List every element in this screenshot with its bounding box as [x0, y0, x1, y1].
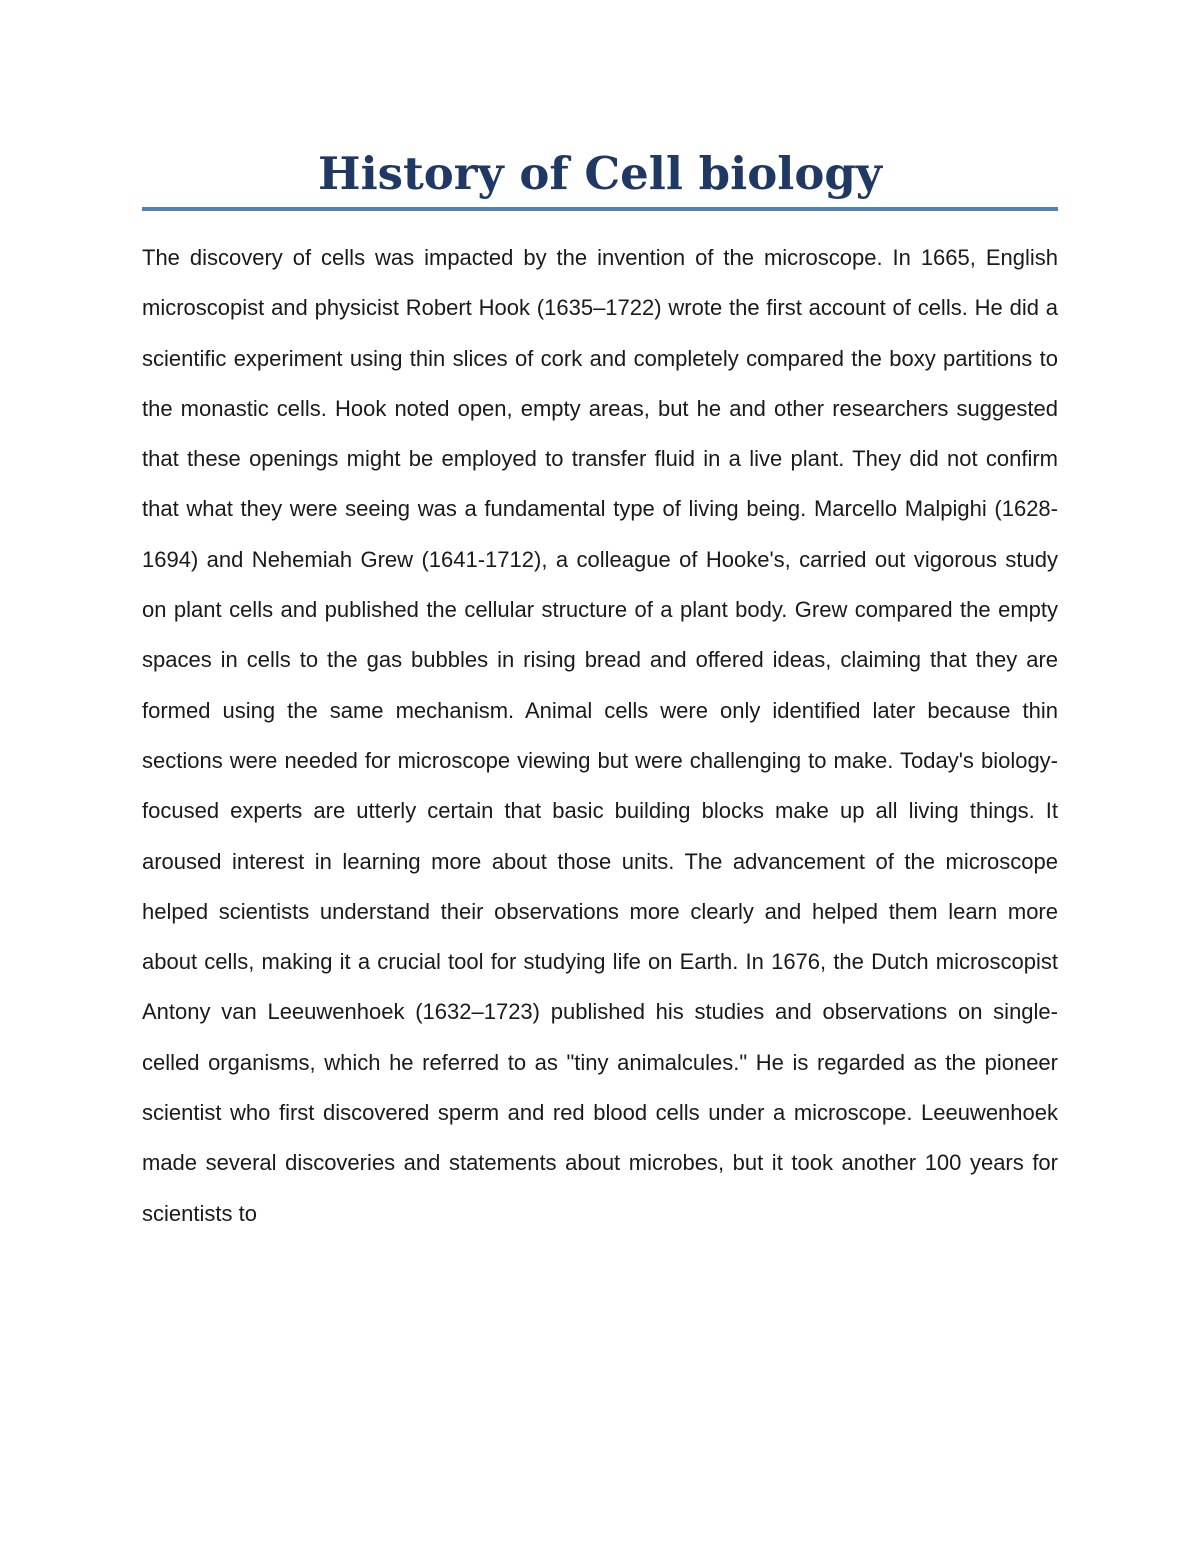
- body-paragraph: The discovery of cells was impacted by the invention of the microscope. In 1665, English microscopist and physicist Robert Hook (1635–1722) wrote the first account of cells. He did a scientific experiment using thin slices of cork and completely compared the boxy partitions to the monastic cells. Hook noted open, empty areas, but he and other researchers suggested that these openings might be employed to transfer fluid in a live plant. They did not confirm that what they were seeing was a fundamental type of living being. Marcello Malpighi (1628-1694) and Nehemiah Grew (1641-1712), a colleague of Hooke's, carried out vigorous study on plant cells and published the cellular structure of a plant body. Grew compared the empty spaces in cells to the gas bubbles in rising bread and offered ideas, claiming that they are formed using the same mechanism. Animal cells were only identified later because thin sections were needed for microscope viewing but were challenging to make. Today's biology-focused experts are utterly certain that basic building blocks make up all living things. It aroused interest in learning more about those units. The advancement of the microscope helped scientists understand their observations more clearly and helped them learn more about cells, making it a crucial tool for studying life on Earth. In 1676, the Dutch microscopist Antony van Leeuwenhoek (1632–1723) published his studies and observations on single-celled organisms, which he referred to as "tiny animalcules." He is regarded as the pioneer scientist who first discovered sperm and red blood cells under a microscope. Leeuwenhoek made several discoveries and statements about microbes, but it took another 100 years for scientists to: [142, 245, 1058, 1226]
- title-block: [142, 142, 1058, 206]
- document-title: History of Cell biology: [318, 147, 882, 200]
- title-underline: [142, 207, 1058, 211]
